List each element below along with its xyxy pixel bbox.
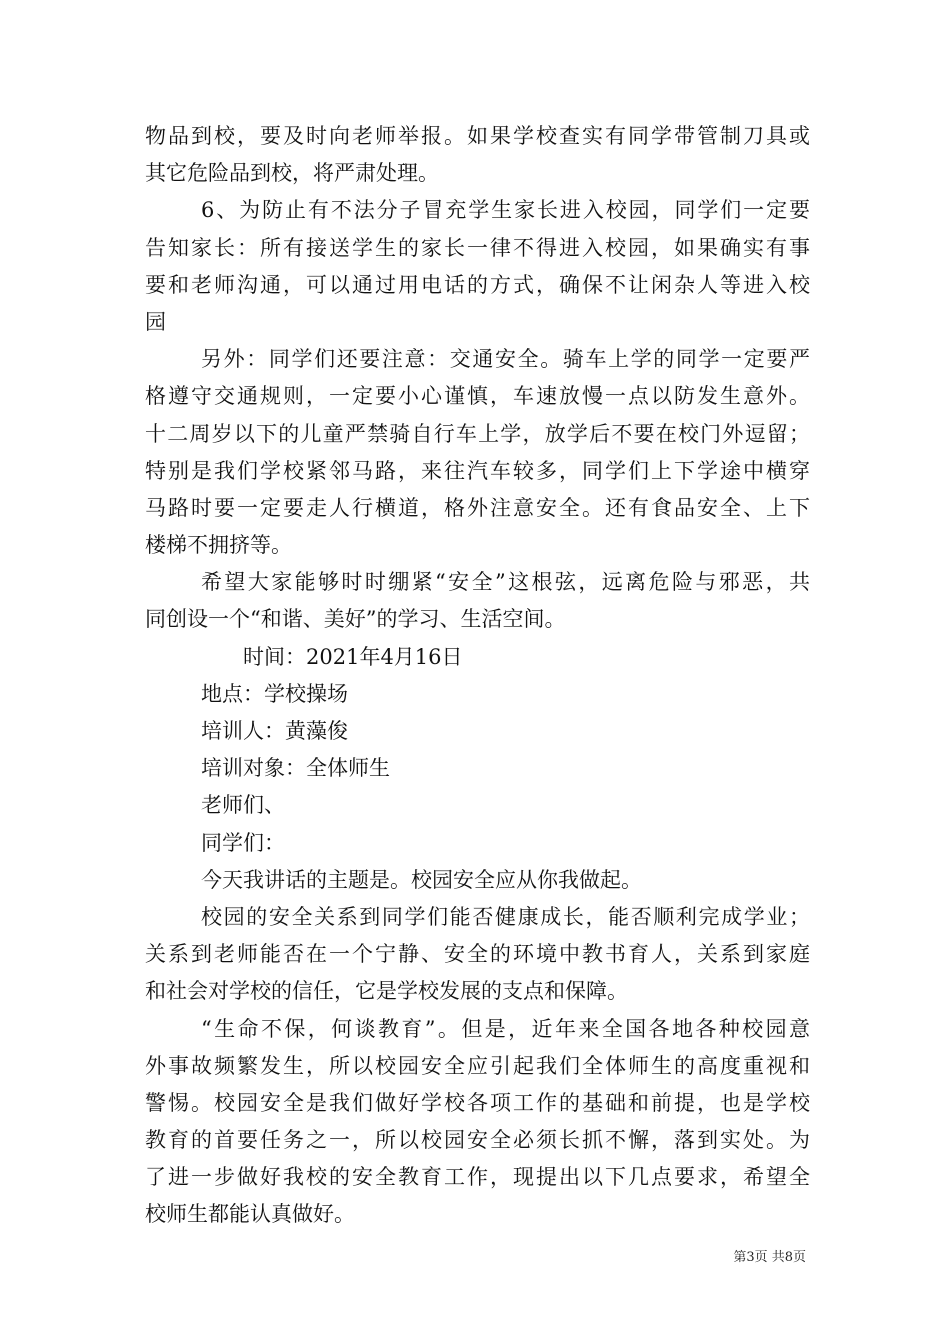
text-line: 要和老师沟通，可以通过用电话的方式，确保不让闲杂人等进入校: [145, 272, 810, 297]
text-line: 楼梯不拥挤等。: [145, 533, 292, 558]
trainer: 培训人：黄藻俊: [201, 719, 348, 743]
text-line: 校园的安全关系到同学们能否健康成长，能否顺利完成学业；: [201, 904, 810, 929]
salutation-students: 同学们：: [201, 830, 285, 855]
text-line: 园: [145, 309, 166, 334]
text-line: 了进一步做好我校的安全教育工作，现提出以下几点要求，希望全: [145, 1165, 810, 1190]
document-body: [145, 118, 810, 1234]
text-line: 校师生都能认真做好。: [145, 1202, 355, 1227]
text-line: 和社会对学校的信任，它是学校发展的支点和保障。: [145, 979, 628, 1004]
text-line: 今天我讲话的主题是。校园安全应从你我做起。: [201, 867, 642, 892]
text-line: 其它危险品到校，将严肃处理。: [145, 161, 439, 186]
text-line: 格遵守交通规则，一定要小心谨慎，车速放慢一点以防发生意外。: [145, 384, 810, 409]
training-audience: 培训对象：全体师生: [201, 756, 390, 781]
salutation-teachers: 老师们、: [201, 793, 285, 818]
text-line: 十二周岁以下的儿童严禁骑自行车上学，放学后不要在校门外逗留；: [145, 421, 810, 446]
text-line: “生命不保，何谈教育”。但是，近年来全国各地各种校园意: [201, 1016, 810, 1041]
text-line: 物品到校，要及时向老师举报。如果学校查实有同学带管制刀具或: [145, 124, 810, 148]
text-line: 警惕。校园安全是我们做好学校各项工作的基础和前提，也是学校: [145, 1090, 810, 1115]
meeting-location: 地点：学校操场: [201, 681, 348, 706]
text-line: 马路时要一定要走人行横道，格外注意安全。还有食品安全、上下: [145, 495, 810, 520]
text-line: 同创设一个“和谐、美好”的学习、生活空间。: [145, 607, 566, 632]
meeting-time: 时间：2021年4月16日: [243, 644, 463, 669]
page-number: 第3页 共8页: [733, 1250, 806, 1265]
text-line: 外事故频繁发生，所以校园安全应引起我们全体师生的高度重视和: [145, 1053, 810, 1078]
text-line: 特别是我们学校紧邻马路，来往汽车较多，同学们上下学途中横穿: [145, 458, 810, 483]
text-line: 6、为防止有不法分子冒充学生家长进入校园，同学们一定要: [201, 198, 810, 223]
text-line: 告知家长：所有接送学生的家长一律不得进入校园，如果确实有事: [145, 235, 810, 260]
text-line: 教育的首要任务之一，所以校园安全必须长抓不懈，落到实处。为: [145, 1128, 810, 1153]
text-line: 希望大家能够时时绷紧“安全”这根弦，远离危险与邪恶，共: [201, 570, 810, 595]
text-line: 关系到老师能否在一个宁静、安全的环境中教书育人，关系到家庭: [145, 942, 810, 967]
text-line: 另外：同学们还要注意：交通安全。骑车上学的同学一定要严: [201, 347, 810, 372]
